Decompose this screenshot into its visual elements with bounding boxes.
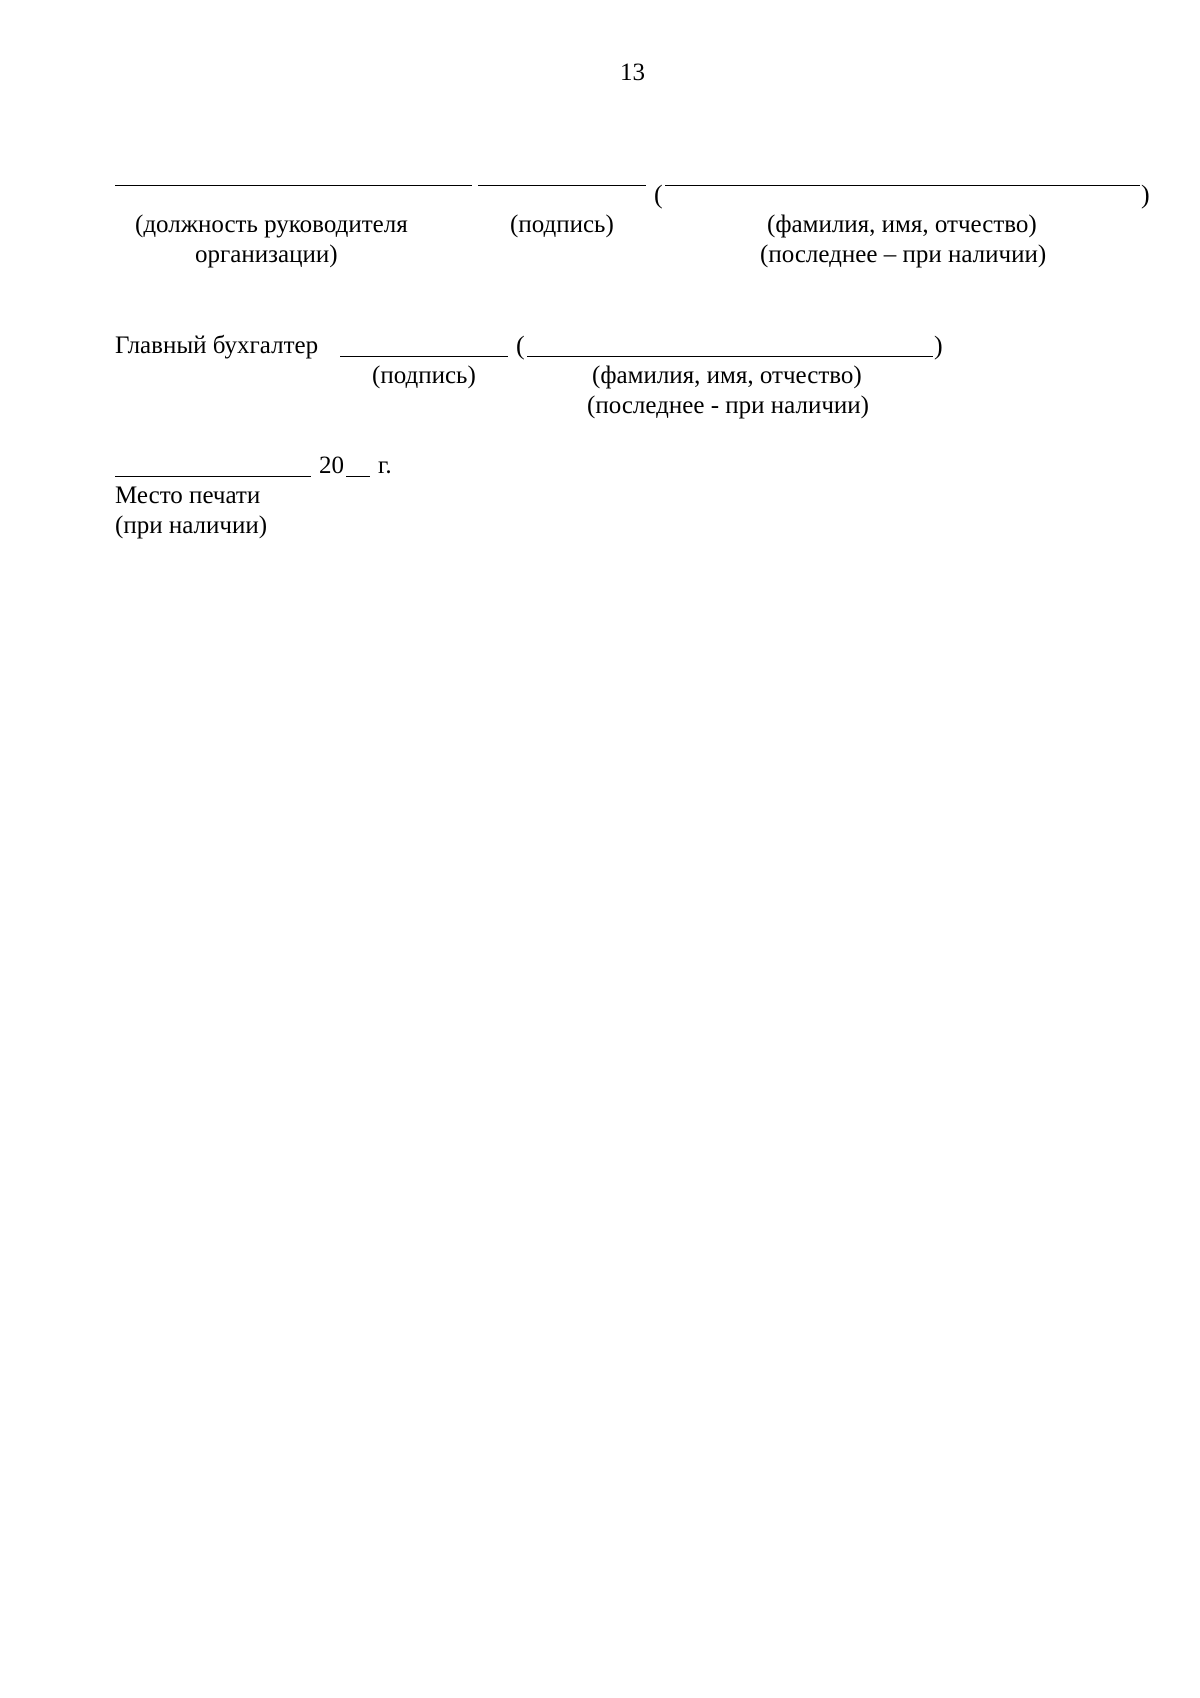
signature-caption: (подпись) xyxy=(510,211,614,238)
open-paren: ( xyxy=(654,180,663,209)
stamp-note: (при наличии) xyxy=(115,512,268,539)
full-name-caption-note: (последнее – при наличии) xyxy=(760,241,1047,268)
chief-accountant-label: Главный бухгалтер xyxy=(115,332,319,359)
signature-line xyxy=(478,185,646,186)
position-caption-continued: организации) xyxy=(195,241,338,268)
close-paren: ) xyxy=(1141,180,1150,209)
accountant-signature-caption: (подпись) xyxy=(372,362,476,389)
accountant-full-name-caption: (фамилия, имя, отчество) xyxy=(592,362,862,389)
page-number: 13 xyxy=(620,59,645,86)
date-year-line xyxy=(346,476,370,477)
date-year-suffix: г. xyxy=(378,452,392,479)
date-day-month-line xyxy=(115,476,311,477)
full-name-caption: (фамилия, имя, отчество) xyxy=(767,211,1037,238)
position-line xyxy=(115,185,472,186)
accountant-open-paren: ( xyxy=(516,331,525,360)
full-name-line xyxy=(665,185,1140,186)
accountant-signature-line xyxy=(340,356,508,357)
date-year-prefix: 20 xyxy=(319,452,344,479)
accountant-close-paren: ) xyxy=(934,331,943,360)
accountant-full-name-line xyxy=(527,356,933,357)
accountant-full-name-caption-note: (последнее - при наличии) xyxy=(587,392,869,419)
position-caption: (должность руководителя xyxy=(135,211,408,238)
stamp-label: Место печати xyxy=(115,482,261,509)
